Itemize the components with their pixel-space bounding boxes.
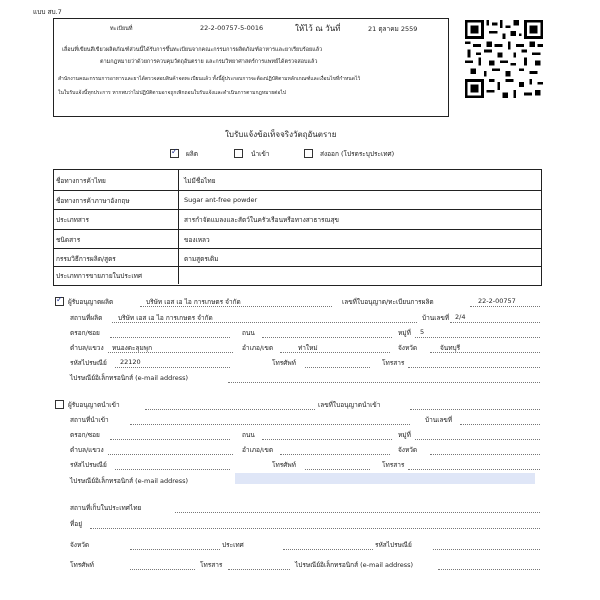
section2-phone-line[interactable] — [305, 469, 370, 470]
option-export-checkbox[interactable] — [304, 149, 313, 158]
section1-subdistrict-line[interactable] — [108, 352, 233, 353]
issued-label: ให้ไว้ ณ วันที่ — [295, 24, 341, 33]
section1-subdistrict-value: หนองตะลุมพุก — [112, 344, 153, 352]
section2-checkbox[interactable] — [55, 400, 64, 409]
section3-zip-line[interactable] — [433, 549, 540, 550]
section3-country-line[interactable] — [283, 549, 373, 550]
section2-address-line[interactable] — [130, 424, 410, 425]
section2-house-line[interactable] — [460, 424, 540, 425]
section3-zip-label: รหัสไปรษณีย์ — [375, 541, 412, 549]
section3-phone-line[interactable] — [130, 569, 195, 570]
table-row-label: ชนิดสาร — [56, 236, 81, 244]
section3-fax-label: โทรสาร — [200, 561, 223, 569]
notice-line-4: ในใบรับแจ้งนี้ทุกประการ หากพบว่าไม่ปฏิบัติตามอาจถูกเพิกถอนใบรับแจ้งและดำเนินการตามกฎหมายต่อไป — [58, 90, 287, 96]
section2-email-label: ไปรษณีย์อิเล็กทรอนิกส์ (e-mail address) — [70, 477, 189, 485]
section2-subdistrict-line[interactable] — [108, 454, 233, 455]
section2-zip-label: รหัสไปรษณีย์ — [70, 461, 107, 469]
section1-permit-value: 22-2-00757 — [478, 297, 516, 305]
section1-province-value: จันทบุรี — [440, 344, 461, 352]
section1-province-label: จังหวัด — [398, 344, 418, 352]
section3-province-line[interactable] — [130, 549, 220, 550]
section2-address-label: สถานที่นำเข้า — [70, 416, 109, 424]
reg-label: ทะเบียนที่ — [110, 26, 133, 32]
option-import-label: นำเข้า — [251, 150, 270, 158]
section2-province-line[interactable] — [430, 454, 540, 455]
section2-permit-label: เลขที่ใบอนุญาตนำเข้า — [318, 401, 381, 409]
section1-house-value: 2/4 — [455, 313, 466, 321]
section1-address-value: บริษัท เอส เอ ไอ การเกษตร จำกัด — [118, 314, 213, 322]
section2-road-label: ถนน — [242, 431, 255, 439]
section1-moo-label: หมู่ที่ — [398, 329, 411, 337]
section1-house-line[interactable] — [450, 322, 540, 323]
section3-fax-line[interactable] — [228, 569, 290, 570]
section2-district-label: อำเภอ/เขต — [242, 446, 274, 454]
table-row-line — [53, 209, 541, 210]
section3-province-label: จังหวัด — [70, 541, 90, 549]
section1-address-line[interactable] — [112, 322, 417, 323]
table-row-label: ประเภทสาร — [56, 216, 90, 224]
section2-district-line[interactable] — [280, 454, 390, 455]
section1-fax-line[interactable] — [408, 367, 540, 368]
table-row-value: ตามสูตรเดิม — [184, 255, 219, 263]
section1-soi-label: ตรอก/ซอย — [70, 329, 100, 337]
notice-line-3: สำนักงานคณะกรรมการอาหารและยาได้ตรวจสอบสินค้าจดทะเบียนแล้ว ทั้งนี้ผู้ประกอบการจะต้องปฏิบัติตามหลักเกณฑ์และเงื่อนไขที่กำหนดไว้ — [58, 76, 361, 82]
section3-address-line[interactable] — [90, 528, 540, 529]
section3-country-label: ประเทศ — [222, 541, 244, 549]
section1-permit-line — [470, 306, 540, 307]
section2-soi-label: ตรอก/ซอย — [70, 431, 100, 439]
section1-district-line[interactable] — [280, 352, 390, 353]
section1-holder-value: บริษัท เอส เอ ไอ การเกษตร จำกัด — [146, 298, 241, 306]
section1-subdistrict-label: ตำบล/แขวง — [70, 344, 104, 352]
section3-store-line[interactable] — [175, 512, 540, 513]
section2-house-label: บ้านเลขที่ — [425, 416, 453, 424]
section1-holder-line — [140, 306, 332, 307]
section1-zip-line[interactable] — [115, 367, 230, 368]
section2-moo-line[interactable] — [415, 439, 540, 440]
table-row-line — [53, 229, 541, 230]
section2-subdistrict-label: ตำบล/แขวง — [70, 446, 104, 454]
reg-number: 22-2-00757-5-0016 — [200, 24, 264, 32]
product-table — [53, 169, 542, 286]
section1-province-line[interactable] — [430, 352, 540, 353]
section1-soi-line[interactable] — [110, 337, 230, 338]
section2-province-label: จังหวัด — [398, 446, 418, 454]
section1-address-label: สถานที่ผลิต — [70, 314, 103, 322]
section1-zip-label: รหัสไปรษณีย์ — [70, 359, 107, 367]
table-row-value: สารกำจัดแมลงและสัตว์ในครัวเรือนหรือทางสาธารณสุข — [184, 216, 339, 224]
section1-holder-label: ผู้รับอนุญาตผลิต — [68, 298, 114, 306]
table-row-label: ชื่อทางการค้าไทย — [56, 177, 106, 185]
section2-moo-label: หมู่ที่ — [398, 431, 411, 439]
section1-checkbox[interactable] — [55, 297, 64, 306]
section2-fax-label: โทรสาร — [382, 461, 405, 469]
section1-road-label: ถนน — [242, 329, 255, 337]
table-row-line — [53, 266, 541, 267]
section1-district-label: อำเภอ/เขต — [242, 344, 274, 352]
section3-store-label: สถานที่เก็บในประเทศไทย — [70, 504, 142, 512]
section1-phone-line[interactable] — [305, 367, 370, 368]
notice-line-2: ตามกฎหมายว่าด้วยการควบคุมวัตถุอันตราย และกรมวิทยาศาสตร์การแพทย์ได้ตรวจสอบแล้ว — [100, 59, 318, 65]
table-row-value: ของเหลว — [184, 236, 210, 244]
section1-district-value: ท่าใหม่ — [298, 344, 318, 352]
option-manufacture-checkbox[interactable] — [170, 149, 179, 158]
table-row-line — [53, 248, 541, 249]
option-export-label: ส่งออก (โปรดระบุประเทศ) — [320, 150, 395, 158]
section2-permit-line[interactable] — [410, 409, 540, 410]
section1-fax-label: โทรสาร — [382, 359, 405, 367]
section1-zip-value: 22120 — [120, 358, 141, 366]
section3-address-label: ที่อยู่ — [70, 520, 82, 528]
table-row-label: ประเภทการขายภายในประเทศ — [56, 272, 142, 280]
section1-email-label: ไปรษณีย์อิเล็กทรอนิกส์ (e-mail address) — [70, 374, 189, 382]
section2-soi-line[interactable] — [110, 439, 230, 440]
section3-email-label: ไปรษณีย์อิเล็กทรอนิกส์ (e-mail address) — [295, 561, 414, 569]
form-code: แบบ สบ.7 — [33, 8, 62, 16]
section2-email-input[interactable] — [235, 473, 535, 484]
option-manufacture-label: ผลิต — [186, 150, 199, 158]
section2-phone-label: โทรศัพท์ — [272, 461, 296, 469]
option-import-checkbox[interactable] — [234, 149, 243, 158]
section1-email-line[interactable] — [228, 382, 540, 383]
section2-fax-line[interactable] — [408, 469, 540, 470]
table-row-line — [53, 190, 541, 191]
qr-code-icon — [465, 20, 543, 98]
table-row-label: ชื่อทางการค้าภาษาอังกฤษ — [56, 197, 130, 205]
section2-holder-label: ผู้รับอนุญาตนำเข้า — [68, 401, 120, 409]
section2-zip-line[interactable] — [115, 469, 230, 470]
section1-house-label: บ้านเลขที่ — [422, 314, 450, 322]
section1-phone-label: โทรศัพท์ — [272, 359, 296, 367]
section3-phone-label: โทรศัพท์ — [70, 561, 94, 569]
section1-road-line[interactable] — [262, 337, 392, 338]
issued-date: 21 ตุลาคม 2559 — [368, 25, 418, 33]
section2-holder-line[interactable] — [145, 409, 315, 410]
table-row-value: ไม่มีชื่อไทย — [184, 177, 216, 185]
section1-permit-label: เลขที่ใบอนุญาต/ทะเบียนการผลิต — [342, 298, 434, 306]
table-row-label: กรรมวิธีการผลิต/สูตร — [56, 255, 116, 263]
notice-line-1: เลื่อนที่เขียนสีเขียวผลิตภัณฑ์ส่วนนี้ได้รับการขึ้นทะเบียนจากคณะกรรมการผลิตภัณฑ์อาหารและยาเรียบร้อยแล้ว — [62, 47, 323, 53]
section1-moo-line[interactable] — [415, 337, 540, 338]
section1-moo-value: 5 — [420, 328, 425, 336]
section3-email-line[interactable] — [438, 569, 540, 570]
form-title: ใบรับแจ้งข้อเท็จจริงวัตถุอันตราย — [225, 130, 337, 139]
section2-road-line[interactable] — [262, 439, 392, 440]
table-row-value: Sugar ant-free powder — [184, 196, 258, 204]
